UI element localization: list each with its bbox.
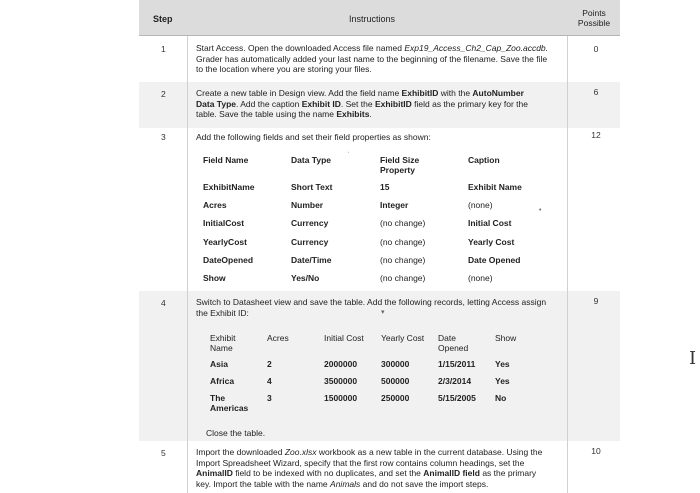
field-cell: (no change) xyxy=(380,218,426,229)
step-points: 10 xyxy=(591,446,601,456)
col-property: Property xyxy=(380,165,415,175)
cursor-mark: ˈ xyxy=(347,152,350,159)
field-cell: Yes/No xyxy=(291,273,320,283)
text-cursor-icon: I xyxy=(689,348,697,369)
record-cell: Yes xyxy=(495,359,510,369)
field-cell: YearlyCost xyxy=(203,236,247,247)
field-cell: Short Text xyxy=(291,182,333,192)
step-row-2 xyxy=(139,82,620,128)
record-cell: 2000000 xyxy=(324,359,358,369)
field-cell: InitialCost xyxy=(203,218,245,229)
step-intro: Add the following fields and set their field properties as shown: xyxy=(196,132,431,142)
field-cell: 15 xyxy=(380,182,390,192)
field-cell: (no change) xyxy=(380,273,426,283)
instructions-table xyxy=(139,0,620,493)
col-field-name: Field Name xyxy=(203,155,249,165)
record-cell: 300000 xyxy=(381,359,410,369)
record-cell: 3 xyxy=(267,393,272,403)
record-cell: 3500000 xyxy=(324,376,358,386)
step-number: 2 xyxy=(161,89,166,99)
field-cell: Initial Cost xyxy=(468,218,512,229)
cursor-mark: ▾ xyxy=(381,309,385,316)
record-cell: No xyxy=(495,393,507,403)
step-points: 6 xyxy=(593,87,599,97)
col-data-type: Data Type xyxy=(291,155,331,165)
col-name: Name xyxy=(210,343,233,353)
column-divider xyxy=(567,36,568,493)
record-cell: Americas xyxy=(210,403,249,413)
step-number: 3 xyxy=(161,132,166,142)
record-cell: 2/3/2014 xyxy=(438,376,472,386)
field-cell: Currency xyxy=(291,218,329,229)
field-cell: Yearly Cost xyxy=(468,236,515,247)
record-cell: 1500000 xyxy=(324,393,358,403)
step-number: 5 xyxy=(161,448,166,458)
col-opened: Opened xyxy=(438,343,469,353)
col-caption: Caption xyxy=(468,155,500,165)
step-row-4 xyxy=(139,291,620,441)
record-cell: 250000 xyxy=(381,393,410,403)
cursor-dot: • xyxy=(539,207,542,214)
header-step: Step xyxy=(153,14,173,24)
field-cell: ExhibitName xyxy=(203,182,255,192)
record-cell: 5/15/2005 xyxy=(438,393,476,403)
field-cell: Integer xyxy=(380,200,409,211)
step-instructions: Create a new table in Design view. Add the field name ExhibitID with the AutoNumber Data Type. Add the caption Exhibit ID. Set the ExhibitID field as the primary key for the table. Save the table using the name Exhibits. xyxy=(196,88,528,119)
field-cell: (no change) xyxy=(380,236,426,247)
field-cell: DateOpened xyxy=(203,254,254,265)
field-cell: Acres xyxy=(203,200,227,211)
header-instructions: Instructions xyxy=(349,14,396,24)
col-exhibit: Exhibit xyxy=(210,333,236,343)
table-header xyxy=(139,0,620,36)
header-points: Points Possible xyxy=(577,8,611,28)
step-points: 12 xyxy=(591,130,601,140)
step-row-5 xyxy=(139,441,620,493)
close-table-text: Close the table. xyxy=(206,428,266,438)
col-show: Show xyxy=(495,333,517,343)
col-initial-cost: Initial Cost xyxy=(324,333,364,343)
record-cell: 1/15/2011 xyxy=(438,359,476,369)
record-cell: Asia xyxy=(210,359,228,369)
field-cell: Exhibit Name xyxy=(468,182,522,192)
field-cell: Currency xyxy=(291,236,329,247)
col-date: Date xyxy=(438,333,456,343)
field-cell: (none) xyxy=(468,200,493,211)
record-cell: 4 xyxy=(267,376,272,386)
step-instructions: Start Access. Open the downloaded Access file named Exp19_Access_Ch2_Cap_Zoo.accdb. Grader has automatically added your last name to the beginning of the filename. Save the file to the location where you are storing your files. xyxy=(196,43,549,74)
col-field-size: Field Size xyxy=(380,155,420,165)
record-cell: Yes xyxy=(495,376,510,386)
step-points: 9 xyxy=(593,296,599,306)
step-number: 1 xyxy=(161,44,166,54)
field-cell: Number xyxy=(291,200,324,211)
record-cell: 2 xyxy=(267,359,272,369)
step-row-3 xyxy=(139,128,620,291)
step-instructions: Switch to Datasheet view and save the table. Add the following records, letting Access assign the Exhibit ID: xyxy=(196,297,547,318)
record-cell: The xyxy=(210,393,226,403)
record-cell: Africa xyxy=(210,376,235,386)
field-cell: (no change) xyxy=(380,254,426,265)
field-cell: Date/Time xyxy=(291,254,332,265)
record-cell: 500000 xyxy=(381,376,410,386)
step-row-1 xyxy=(139,36,620,82)
col-acres: Acres xyxy=(267,333,289,343)
field-cell: Date Opened xyxy=(468,254,521,265)
column-divider xyxy=(187,36,188,493)
step-points: 0 xyxy=(593,44,599,54)
step-number: 4 xyxy=(161,298,166,308)
field-cell: (none) xyxy=(468,273,493,283)
field-cell: Show xyxy=(203,273,226,283)
step-instructions: Import the downloaded Zoo.xlsx workbook as a new table in the current database. Using the Import Spreadsheet Wizard, specify that the first row contains column headings, set the AnimalID field to be indexed with no duplicates, and set the AnimalID field as the primary key. Import the table with the name Animals and do not save the import steps. xyxy=(196,447,543,489)
col-yearly-cost: Yearly Cost xyxy=(381,333,425,343)
